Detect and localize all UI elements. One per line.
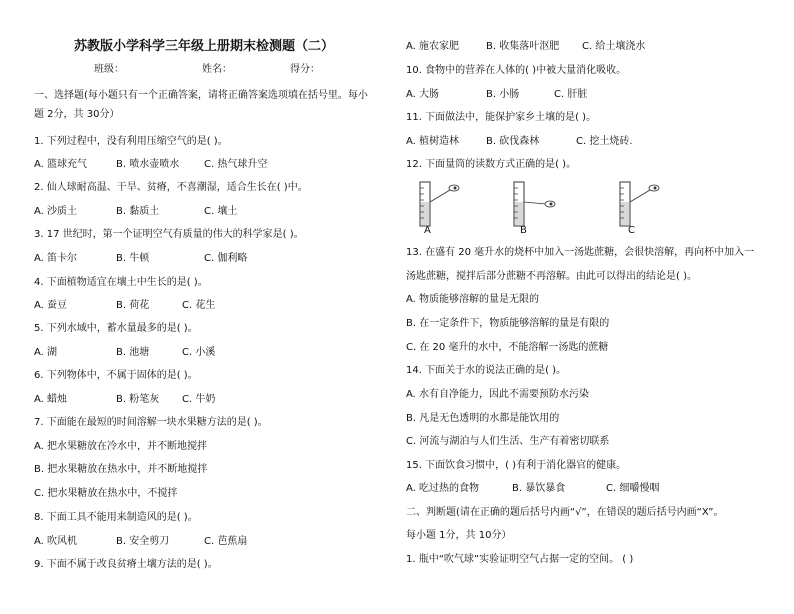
q11-stem: 11. 下面做法中，能保护家乡土壤的是( )。 [406, 112, 597, 123]
q8-option-c: C. 芭蕉扇 [204, 536, 248, 547]
q8-stem: 8. 下面工具不能用来制造风的是( )。 [34, 512, 198, 523]
q1-option-c: C. 热气球升空 [204, 159, 268, 170]
q10-option-b: B. 小肠 [486, 89, 520, 100]
cylinder-c-icon [614, 180, 664, 230]
q12-label-a: A [424, 225, 431, 236]
q2-option-b: B. 黏质土 [116, 206, 160, 217]
q2-stem: 2. 仙人球耐高温、干旱、贫瘠，不喜潮湿，适合生长在( )中。 [34, 182, 308, 193]
q15-option-b: B. 暴饮暴食 [512, 483, 566, 494]
q8-option-b: B. 安全剪刀 [116, 536, 170, 547]
q15-stem: 15. 下面饮食习惯中，( )有利于消化器官的健康。 [406, 460, 627, 471]
q3-stem: 3. 17 世纪时，第一个证明空气有质量的伟大的科学家是( )。 [34, 229, 304, 240]
q4-stem: 4. 下面植物适宜在壤土中生长的是( )。 [34, 277, 208, 288]
section1-heading-cont: 题 2分，共 30分） [34, 109, 120, 120]
q4-option-b: B. 荷花 [116, 300, 150, 311]
section2-heading: 二、判断题(请在正确的题后括号内画“√”，在错误的题后括号内画“X”。 [406, 507, 724, 518]
q8-option-a: A. 吹风机 [34, 536, 78, 547]
q15-option-a: A. 吃过热的食物 [406, 483, 480, 494]
q1-stem: 1. 下列过程中，没有利用压缩空气的是( )。 [34, 136, 228, 147]
q9-option-c: C. 给土壤浇水 [582, 41, 646, 52]
q14-option-b: B. 凡是无色透明的水都是能饮用的 [406, 413, 560, 424]
q15-option-c: C. 细嚼慢咽 [606, 483, 660, 494]
q3-option-c: C. 伽利略 [204, 253, 248, 264]
page-title: 苏教版小学科学三年级上册期末检测题（二） [74, 39, 335, 54]
q2-option-a: A. 沙质土 [34, 206, 78, 217]
q11-option-b: B. 砍伐森林 [486, 136, 540, 147]
q6-option-c: C. 牛奶 [182, 394, 216, 405]
q2-option-c: C. 壤土 [204, 206, 238, 217]
q13-option-a: A. 物质能够溶解的量是无限的 [406, 294, 540, 305]
q3-option-a: A. 笛卡尔 [34, 253, 78, 264]
q14-option-a: A. 水有自净能力，因此不需要预防水污染 [406, 389, 590, 400]
cylinder-a-icon [414, 180, 464, 230]
q7-stem: 7. 下面能在最短的时间溶解一块水果糖方法的是( )。 [34, 417, 268, 428]
cylinder-b-icon [508, 180, 558, 230]
name-label: 姓名： [202, 64, 232, 75]
section1-heading: 一、选择题(每小题只有一个正确答案，请将正确答案选项填在括号里。每小 [34, 90, 368, 101]
q5-option-a: A. 湖 [34, 347, 58, 358]
q9-option-a: A. 施农家肥 [406, 41, 460, 52]
q13-option-b: B. 在一定条件下，物质能够溶解的量是有限的 [406, 318, 610, 329]
cylinder-reading-a [414, 180, 464, 233]
j1-stem: 1. 瓶中“吹气球”实验证明空气占据一定的空间。 ( ) [406, 554, 634, 565]
q9-option-b: B. 收集落叶沤肥 [486, 41, 560, 52]
q5-option-b: B. 池塘 [116, 347, 150, 358]
q6-option-b: B. 粉笔灰 [116, 394, 160, 405]
cylinder-reading-c [614, 180, 664, 233]
q4-option-c: C. 花生 [182, 300, 216, 311]
q14-option-c: C. 河流与湖泊与人们生活、生产有着密切联系 [406, 436, 610, 447]
q1-option-b: B. 喷水壶喷水 [116, 159, 180, 170]
q4-option-a: A. 蚕豆 [34, 300, 68, 311]
q6-stem: 6. 下列物体中，不属于固体的是( )。 [34, 370, 198, 381]
q7-option-c: C. 把水果糖放在热水中，不搅拌 [34, 488, 178, 499]
q11-option-c: C. 挖土烧砖. [576, 136, 633, 147]
q7-option-b: B. 把水果糖放在热水中，并不断地搅拌 [34, 464, 208, 475]
class-label: 班级： [94, 64, 124, 75]
q13-stem-cont: 汤匙蔗糖，搅拌后部分蔗糖不再溶解。由此可以得出的结论是( )。 [406, 271, 697, 282]
q10-stem: 10. 食物中的营养在人体的( )中被大量消化吸收。 [406, 65, 627, 76]
q14-stem: 14. 下面关于水的说法正确的是( )。 [406, 365, 567, 376]
q1-option-a: A. 篮球充气 [34, 159, 88, 170]
score-label: 得分： [290, 64, 320, 75]
q12-label-c: C [628, 225, 635, 236]
q9-stem: 9. 下面不属于改良贫瘠土壤方法的是( )。 [34, 559, 218, 570]
q5-option-c: C. 小溪 [182, 347, 216, 358]
q12-label-b: B [520, 225, 527, 236]
q6-option-a: A. 蜡烛 [34, 394, 68, 405]
q13-stem: 13. 在盛有 20 毫升水的烧杯中加入一汤匙蔗糖，会很快溶解，再向杯中加入一 [406, 247, 755, 258]
q7-option-a: A. 把水果糖放在冷水中，并不断地搅拌 [34, 441, 208, 452]
q11-option-a: A. 植树造林 [406, 136, 460, 147]
cylinder-reading-b [508, 180, 558, 233]
q10-option-c: C. 肝脏 [554, 89, 588, 100]
q10-option-a: A. 大肠 [406, 89, 440, 100]
section2-heading-cont: 每小题 1分，共 10分） [406, 530, 512, 541]
q12-stem: 12. 下面量筒的读数方式正确的是( )。 [406, 159, 577, 170]
q3-option-b: B. 牛顿 [116, 253, 150, 264]
q13-option-c: C. 在 20 毫升的水中，不能溶解一汤匙的蔗糖 [406, 342, 609, 353]
q5-stem: 5. 下列水域中，蓄水量最多的是( )。 [34, 323, 198, 334]
